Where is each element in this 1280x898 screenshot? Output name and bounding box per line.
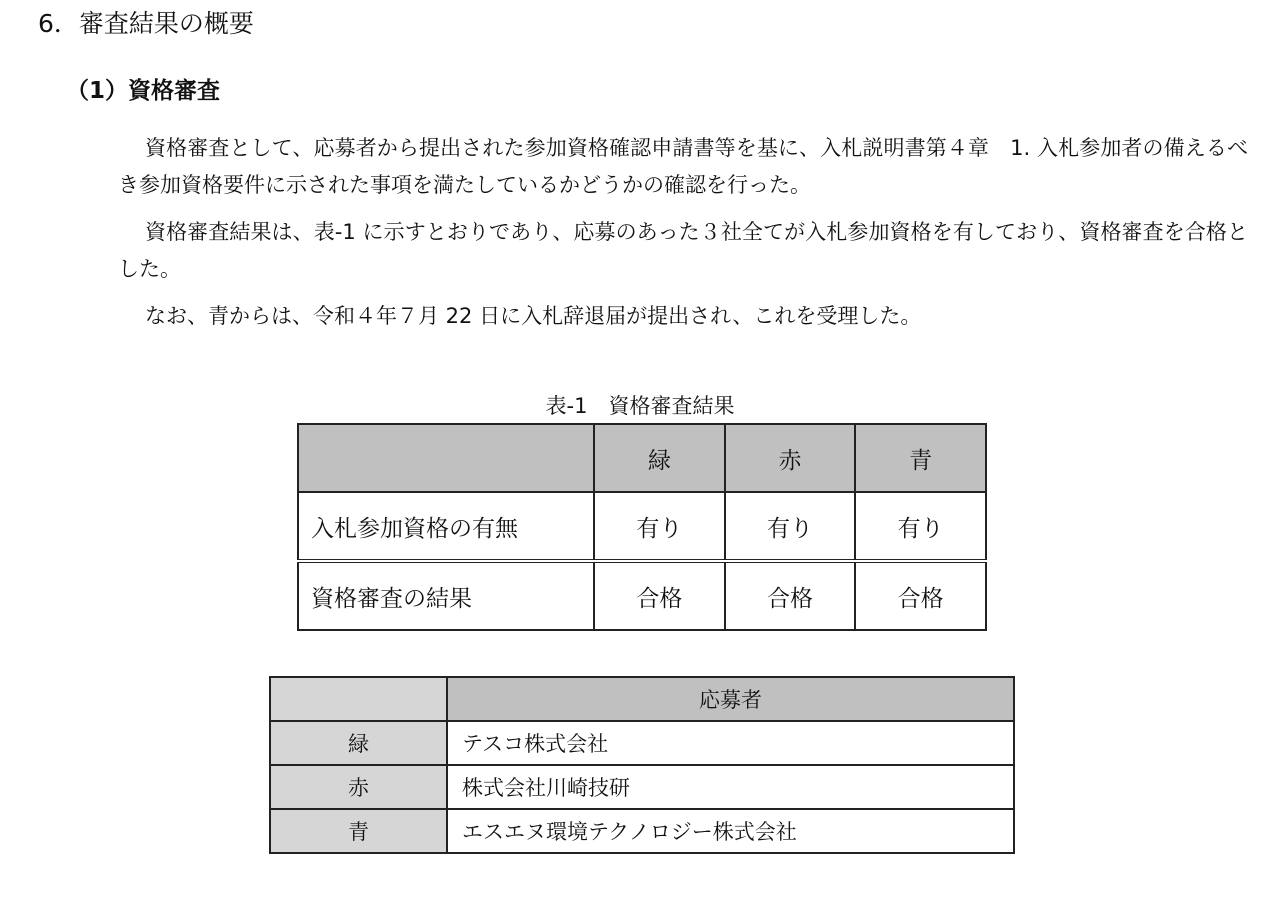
qualification-results-table bbox=[297, 423, 987, 631]
cell: 合格 bbox=[855, 561, 986, 630]
cell: 有り bbox=[594, 492, 725, 561]
table-row bbox=[270, 765, 1014, 809]
applicant-name: エスエヌ環境テクノロジー株式会社 bbox=[447, 809, 1014, 853]
header-cell: 応募者 bbox=[447, 677, 1014, 721]
row-label: 入札参加資格の有無 bbox=[298, 492, 594, 561]
applicants-table bbox=[269, 676, 1015, 854]
header-cell-empty bbox=[298, 424, 594, 492]
header-cell: 緑 bbox=[594, 424, 725, 492]
cell: 有り bbox=[725, 492, 856, 561]
cell: 有り bbox=[855, 492, 986, 561]
applicant-name: 株式会社川崎技研 bbox=[447, 765, 1014, 809]
cell: 合格 bbox=[725, 561, 856, 630]
header-cell: 青 bbox=[855, 424, 986, 492]
paragraph: なお、青からは、令和４年７月 22 日に入札辞退届が提出され、これを受理した。 bbox=[145, 304, 922, 328]
row-key: 緑 bbox=[270, 721, 447, 765]
paragraph: 資格審査結果は、表-1 に示すとおりであり、応募のあった３社全てが入札参加資格を有しており、資格審査を合格とした。 bbox=[118, 220, 1248, 281]
table-row bbox=[270, 721, 1014, 765]
table-row bbox=[298, 492, 986, 561]
table-caption: 表-1 資格審査結果 bbox=[545, 394, 735, 418]
header-cell: 赤 bbox=[725, 424, 856, 492]
section-title: 6．審査結果の概要 bbox=[38, 9, 254, 38]
header-cell-empty bbox=[270, 677, 447, 721]
table-row bbox=[270, 809, 1014, 853]
row-key: 青 bbox=[270, 809, 447, 853]
subsection-title: （1）資格審査 bbox=[66, 78, 221, 104]
cell: 合格 bbox=[594, 561, 725, 630]
applicant-name: テスコ株式会社 bbox=[447, 721, 1014, 765]
table-row bbox=[298, 561, 986, 630]
row-label: 資格審査の結果 bbox=[298, 561, 594, 630]
row-key: 赤 bbox=[270, 765, 447, 809]
paragraph: 資格審査として、応募者から提出された参加資格確認申請書等を基に、入札説明書第４章 1. 入札参加者の備えるべき参加資格要件に示された事項を満たしているかどうかの確認を行った。 bbox=[118, 136, 1248, 197]
